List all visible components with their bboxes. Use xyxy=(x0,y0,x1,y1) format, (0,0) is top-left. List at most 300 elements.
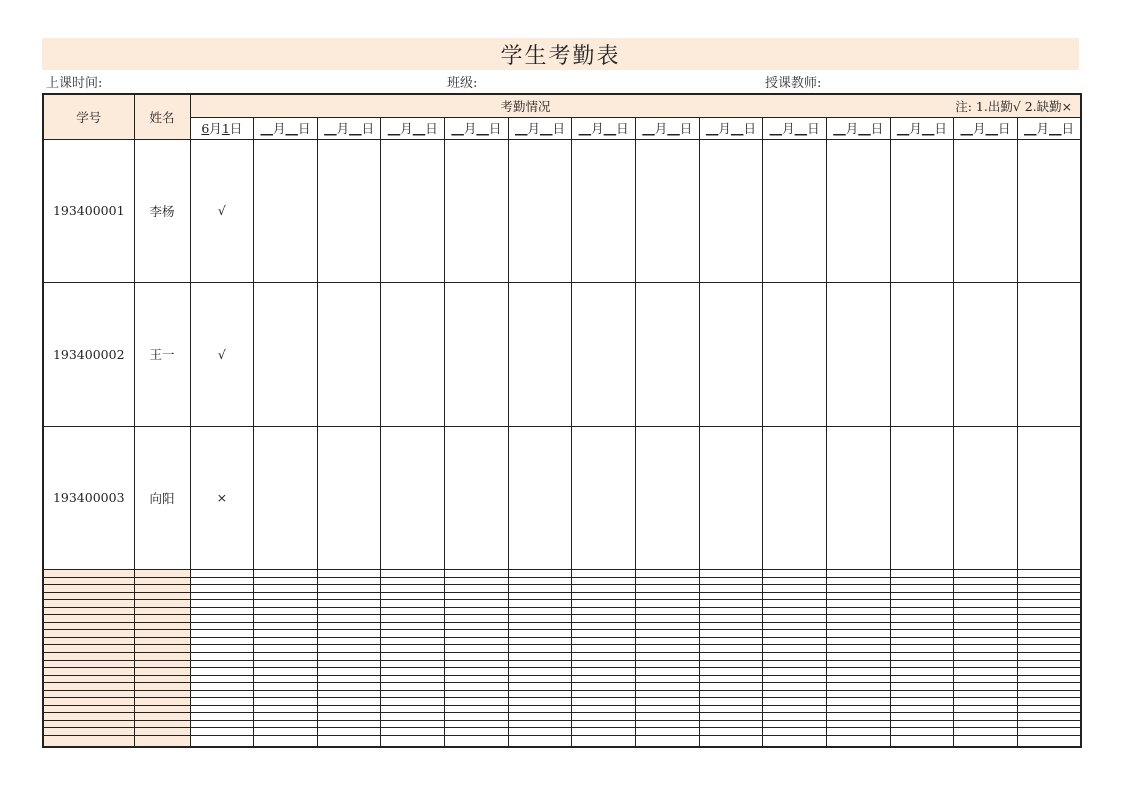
attendance-cell[interactable] xyxy=(381,283,445,427)
student-name-cell[interactable] xyxy=(134,622,190,630)
student-id-cell[interactable] xyxy=(43,570,134,578)
attendance-cell[interactable] xyxy=(699,675,763,683)
attendance-cell[interactable] xyxy=(508,668,572,676)
attendance-cell[interactable] xyxy=(763,622,827,630)
attendance-cell[interactable] xyxy=(1017,736,1081,747)
attendance-cell[interactable] xyxy=(826,592,890,600)
attendance-cell[interactable] xyxy=(254,720,318,728)
attendance-cell[interactable] xyxy=(1017,283,1081,427)
attendance-cell[interactable] xyxy=(1017,683,1081,691)
attendance-cell[interactable] xyxy=(381,645,445,653)
student-name-cell[interactable] xyxy=(134,713,190,721)
attendance-cell[interactable] xyxy=(954,668,1018,676)
attendance-cell[interactable] xyxy=(254,698,318,706)
attendance-cell[interactable] xyxy=(317,653,381,661)
attendance-cell[interactable] xyxy=(508,607,572,615)
attendance-cell[interactable] xyxy=(508,622,572,630)
attendance-cell[interactable] xyxy=(572,690,636,698)
attendance-cell[interactable] xyxy=(190,660,254,668)
student-id-cell[interactable] xyxy=(43,585,134,593)
attendance-cell[interactable] xyxy=(890,698,954,706)
student-id-cell[interactable] xyxy=(43,653,134,661)
attendance-cell[interactable] xyxy=(508,645,572,653)
attendance-cell[interactable] xyxy=(890,653,954,661)
student-id-cell[interactable] xyxy=(43,713,134,721)
attendance-cell[interactable] xyxy=(572,577,636,585)
attendance-cell[interactable] xyxy=(254,577,318,585)
student-name-cell[interactable] xyxy=(134,668,190,676)
attendance-cell[interactable] xyxy=(572,592,636,600)
student-id-cell[interactable] xyxy=(43,705,134,713)
attendance-cell[interactable] xyxy=(954,630,1018,638)
attendance-cell[interactable] xyxy=(190,600,254,608)
attendance-cell[interactable] xyxy=(381,675,445,683)
attendance-cell[interactable] xyxy=(572,720,636,728)
attendance-cell[interactable] xyxy=(635,660,699,668)
attendance-cell[interactable] xyxy=(572,653,636,661)
attendance-cell[interactable] xyxy=(317,283,381,427)
attendance-cell[interactable] xyxy=(699,607,763,615)
attendance-cell[interactable] xyxy=(954,426,1018,570)
attendance-cell[interactable] xyxy=(254,630,318,638)
attendance-cell[interactable] xyxy=(317,600,381,608)
attendance-cell[interactable] xyxy=(954,570,1018,578)
attendance-cell[interactable] xyxy=(190,728,254,736)
attendance-cell[interactable] xyxy=(890,675,954,683)
attendance-cell[interactable] xyxy=(763,645,827,653)
attendance-cell[interactable] xyxy=(635,283,699,427)
attendance-cell[interactable] xyxy=(1017,668,1081,676)
attendance-cell[interactable] xyxy=(254,607,318,615)
student-name-cell[interactable] xyxy=(134,570,190,578)
student-id-cell[interactable] xyxy=(43,675,134,683)
attendance-cell[interactable] xyxy=(254,668,318,676)
student-id-cell[interactable] xyxy=(43,736,134,747)
attendance-cell[interactable] xyxy=(890,426,954,570)
attendance-cell[interactable] xyxy=(190,570,254,578)
attendance-cell[interactable] xyxy=(763,139,827,283)
attendance-cell[interactable] xyxy=(317,713,381,721)
attendance-cell[interactable] xyxy=(635,622,699,630)
attendance-cell[interactable] xyxy=(317,570,381,578)
attendance-cell[interactable] xyxy=(254,683,318,691)
attendance-cell[interactable] xyxy=(317,728,381,736)
attendance-cell[interactable] xyxy=(1017,660,1081,668)
attendance-cell[interactable] xyxy=(699,426,763,570)
attendance-cell[interactable] xyxy=(699,622,763,630)
attendance-cell[interactable] xyxy=(572,668,636,676)
attendance-cell[interactable] xyxy=(190,705,254,713)
attendance-cell[interactable] xyxy=(572,675,636,683)
attendance-cell[interactable] xyxy=(572,283,636,427)
attendance-cell[interactable] xyxy=(826,690,890,698)
attendance-cell[interactable] xyxy=(254,622,318,630)
attendance-cell[interactable] xyxy=(508,660,572,668)
attendance-cell[interactable] xyxy=(445,653,509,661)
attendance-cell[interactable] xyxy=(572,615,636,623)
attendance-cell[interactable] xyxy=(890,600,954,608)
attendance-cell[interactable] xyxy=(890,736,954,747)
student-name-cell[interactable] xyxy=(134,720,190,728)
student-name-cell[interactable] xyxy=(134,600,190,608)
attendance-cell[interactable] xyxy=(254,675,318,683)
attendance-cell[interactable] xyxy=(445,645,509,653)
attendance-cell[interactable] xyxy=(635,637,699,645)
attendance-cell[interactable] xyxy=(635,577,699,585)
attendance-cell[interactable] xyxy=(317,607,381,615)
attendance-cell[interactable] xyxy=(254,728,318,736)
attendance-cell[interactable] xyxy=(699,585,763,593)
attendance-cell[interactable] xyxy=(635,720,699,728)
attendance-cell[interactable] xyxy=(763,736,827,747)
attendance-cell[interactable] xyxy=(890,690,954,698)
attendance-cell[interactable] xyxy=(635,615,699,623)
student-name-cell[interactable] xyxy=(134,637,190,645)
attendance-cell[interactable] xyxy=(763,630,827,638)
attendance-cell[interactable] xyxy=(763,585,827,593)
attendance-cell[interactable] xyxy=(381,622,445,630)
attendance-cell[interactable] xyxy=(445,139,509,283)
attendance-cell[interactable] xyxy=(572,736,636,747)
attendance-cell[interactable] xyxy=(190,645,254,653)
attendance-cell[interactable] xyxy=(763,713,827,721)
attendance-cell[interactable] xyxy=(635,705,699,713)
attendance-cell[interactable] xyxy=(890,720,954,728)
attendance-cell[interactable] xyxy=(317,683,381,691)
attendance-cell[interactable] xyxy=(317,720,381,728)
student-id-cell[interactable] xyxy=(43,645,134,653)
student-id-cell[interactable] xyxy=(43,690,134,698)
attendance-cell[interactable] xyxy=(190,653,254,661)
attendance-cell[interactable] xyxy=(763,698,827,706)
attendance-cell[interactable] xyxy=(254,645,318,653)
student-id-cell[interactable] xyxy=(43,600,134,608)
attendance-cell[interactable] xyxy=(317,630,381,638)
attendance-cell[interactable] xyxy=(890,645,954,653)
attendance-cell[interactable] xyxy=(699,592,763,600)
attendance-cell[interactable] xyxy=(954,713,1018,721)
attendance-cell[interactable] xyxy=(1017,577,1081,585)
attendance-cell[interactable] xyxy=(763,615,827,623)
attendance-cell[interactable] xyxy=(954,698,1018,706)
attendance-cell[interactable] xyxy=(763,570,827,578)
attendance-cell[interactable] xyxy=(445,668,509,676)
attendance-cell[interactable] xyxy=(317,690,381,698)
attendance-cell[interactable] xyxy=(699,615,763,623)
attendance-cell[interactable] xyxy=(699,653,763,661)
attendance-cell[interactable] xyxy=(954,653,1018,661)
attendance-cell[interactable] xyxy=(699,283,763,427)
attendance-cell[interactable] xyxy=(635,668,699,676)
attendance-cell[interactable] xyxy=(508,698,572,706)
attendance-cell[interactable] xyxy=(317,660,381,668)
attendance-cell[interactable] xyxy=(381,690,445,698)
attendance-cell[interactable] xyxy=(508,728,572,736)
attendance-cell[interactable] xyxy=(763,675,827,683)
attendance-cell[interactable] xyxy=(445,728,509,736)
attendance-cell[interactable] xyxy=(1017,728,1081,736)
student-name-cell[interactable] xyxy=(134,645,190,653)
attendance-cell[interactable] xyxy=(254,736,318,747)
attendance-cell[interactable] xyxy=(1017,720,1081,728)
attendance-cell[interactable] xyxy=(954,720,1018,728)
attendance-cell[interactable] xyxy=(1017,615,1081,623)
attendance-cell[interactable] xyxy=(190,607,254,615)
attendance-cell[interactable] xyxy=(445,713,509,721)
attendance-cell[interactable] xyxy=(826,607,890,615)
attendance-cell[interactable] xyxy=(190,630,254,638)
attendance-cell[interactable] xyxy=(699,683,763,691)
attendance-cell[interactable] xyxy=(890,570,954,578)
attendance-cell[interactable] xyxy=(572,683,636,691)
attendance-cell[interactable] xyxy=(763,600,827,608)
attendance-cell[interactable] xyxy=(317,736,381,747)
attendance-cell[interactable] xyxy=(381,600,445,608)
attendance-cell[interactable] xyxy=(699,713,763,721)
attendance-cell[interactable] xyxy=(890,713,954,721)
attendance-cell[interactable] xyxy=(1017,690,1081,698)
attendance-cell[interactable] xyxy=(635,139,699,283)
attendance-cell[interactable] xyxy=(699,139,763,283)
attendance-cell[interactable] xyxy=(254,570,318,578)
attendance-cell[interactable] xyxy=(763,690,827,698)
attendance-cell[interactable] xyxy=(190,622,254,630)
attendance-cell[interactable] xyxy=(381,728,445,736)
attendance-cell[interactable] xyxy=(317,139,381,283)
attendance-cell[interactable] xyxy=(508,592,572,600)
attendance-cell[interactable] xyxy=(572,645,636,653)
attendance-cell[interactable] xyxy=(699,728,763,736)
attendance-cell[interactable] xyxy=(826,283,890,427)
attendance-cell[interactable] xyxy=(635,683,699,691)
student-name-cell[interactable] xyxy=(134,705,190,713)
attendance-cell[interactable] xyxy=(508,426,572,570)
attendance-cell[interactable] xyxy=(445,592,509,600)
student-name-cell[interactable] xyxy=(134,630,190,638)
attendance-cell[interactable] xyxy=(381,637,445,645)
attendance-cell[interactable] xyxy=(381,592,445,600)
attendance-cell[interactable] xyxy=(763,283,827,427)
attendance-cell[interactable] xyxy=(1017,600,1081,608)
attendance-cell[interactable] xyxy=(572,607,636,615)
attendance-cell[interactable] xyxy=(635,585,699,593)
attendance-cell[interactable] xyxy=(254,283,318,427)
attendance-cell[interactable] xyxy=(890,637,954,645)
attendance-cell[interactable] xyxy=(445,637,509,645)
attendance-cell[interactable] xyxy=(1017,653,1081,661)
attendance-cell[interactable] xyxy=(826,660,890,668)
attendance-cell[interactable] xyxy=(635,426,699,570)
attendance-cell[interactable] xyxy=(381,668,445,676)
attendance-cell[interactable] xyxy=(508,139,572,283)
attendance-cell[interactable] xyxy=(890,728,954,736)
attendance-cell[interactable] xyxy=(635,698,699,706)
attendance-cell[interactable] xyxy=(826,637,890,645)
attendance-cell[interactable] xyxy=(190,585,254,593)
attendance-cell[interactable] xyxy=(254,139,318,283)
attendance-cell[interactable] xyxy=(826,713,890,721)
attendance-cell[interactable] xyxy=(890,139,954,283)
attendance-cell[interactable] xyxy=(699,577,763,585)
attendance-cell[interactable] xyxy=(190,592,254,600)
attendance-cell[interactable] xyxy=(254,585,318,593)
student-name-cell[interactable] xyxy=(134,690,190,698)
attendance-cell[interactable] xyxy=(763,720,827,728)
student-name-cell[interactable] xyxy=(134,728,190,736)
attendance-cell[interactable] xyxy=(572,139,636,283)
student-id-cell[interactable] xyxy=(43,668,134,676)
attendance-cell[interactable] xyxy=(826,645,890,653)
attendance-cell[interactable] xyxy=(954,690,1018,698)
attendance-cell[interactable] xyxy=(190,720,254,728)
attendance-cell[interactable] xyxy=(763,653,827,661)
attendance-cell[interactable] xyxy=(826,675,890,683)
attendance-cell[interactable] xyxy=(381,705,445,713)
attendance-cell[interactable] xyxy=(890,630,954,638)
attendance-cell[interactable] xyxy=(763,660,827,668)
attendance-cell[interactable] xyxy=(954,577,1018,585)
student-name-cell[interactable] xyxy=(134,675,190,683)
student-name-cell[interactable] xyxy=(134,585,190,593)
attendance-cell[interactable] xyxy=(508,675,572,683)
student-name-cell[interactable] xyxy=(134,660,190,668)
attendance-cell[interactable]: × xyxy=(190,426,254,570)
attendance-cell[interactable] xyxy=(381,607,445,615)
attendance-cell[interactable] xyxy=(890,577,954,585)
attendance-cell[interactable] xyxy=(699,600,763,608)
attendance-cell[interactable] xyxy=(190,698,254,706)
attendance-cell[interactable] xyxy=(954,592,1018,600)
attendance-cell[interactable] xyxy=(954,622,1018,630)
attendance-cell[interactable] xyxy=(254,615,318,623)
attendance-cell[interactable] xyxy=(699,630,763,638)
attendance-cell[interactable] xyxy=(254,660,318,668)
attendance-cell[interactable] xyxy=(635,630,699,638)
attendance-cell[interactable] xyxy=(254,705,318,713)
attendance-cell[interactable] xyxy=(954,645,1018,653)
attendance-cell[interactable] xyxy=(445,705,509,713)
attendance-cell[interactable] xyxy=(317,426,381,570)
attendance-cell[interactable] xyxy=(699,660,763,668)
attendance-cell[interactable] xyxy=(699,698,763,706)
student-name-cell[interactable]: 王一 xyxy=(134,283,190,427)
attendance-cell[interactable] xyxy=(190,675,254,683)
attendance-cell[interactable] xyxy=(826,630,890,638)
attendance-cell[interactable] xyxy=(317,668,381,676)
attendance-cell[interactable] xyxy=(572,426,636,570)
attendance-cell[interactable] xyxy=(508,653,572,661)
attendance-cell[interactable] xyxy=(445,675,509,683)
student-name-cell[interactable]: 向阳 xyxy=(134,426,190,570)
student-id-cell[interactable] xyxy=(43,683,134,691)
attendance-cell[interactable] xyxy=(699,570,763,578)
attendance-cell[interactable] xyxy=(445,607,509,615)
attendance-cell[interactable] xyxy=(317,592,381,600)
attendance-cell[interactable] xyxy=(508,585,572,593)
attendance-cell[interactable] xyxy=(699,736,763,747)
attendance-cell[interactable] xyxy=(954,705,1018,713)
attendance-cell[interactable] xyxy=(190,683,254,691)
attendance-cell[interactable] xyxy=(890,283,954,427)
attendance-cell[interactable] xyxy=(317,637,381,645)
attendance-cell[interactable] xyxy=(508,736,572,747)
attendance-cell[interactable] xyxy=(954,615,1018,623)
attendance-cell[interactable] xyxy=(254,690,318,698)
attendance-cell[interactable] xyxy=(954,728,1018,736)
attendance-cell[interactable] xyxy=(699,720,763,728)
attendance-cell[interactable] xyxy=(381,615,445,623)
attendance-cell[interactable] xyxy=(254,592,318,600)
student-name-cell[interactable] xyxy=(134,592,190,600)
attendance-cell[interactable] xyxy=(890,585,954,593)
attendance-cell[interactable] xyxy=(445,720,509,728)
attendance-cell[interactable] xyxy=(445,570,509,578)
attendance-cell[interactable] xyxy=(826,720,890,728)
attendance-cell[interactable] xyxy=(635,600,699,608)
student-name-cell[interactable] xyxy=(134,607,190,615)
attendance-cell[interactable] xyxy=(890,683,954,691)
attendance-cell[interactable] xyxy=(954,675,1018,683)
attendance-cell[interactable] xyxy=(826,698,890,706)
attendance-cell[interactable] xyxy=(890,705,954,713)
attendance-cell[interactable] xyxy=(826,585,890,593)
attendance-cell[interactable] xyxy=(1017,139,1081,283)
attendance-cell[interactable] xyxy=(508,630,572,638)
student-id-cell[interactable] xyxy=(43,630,134,638)
student-name-cell[interactable] xyxy=(134,683,190,691)
attendance-cell[interactable] xyxy=(635,570,699,578)
student-name-cell[interactable] xyxy=(134,615,190,623)
attendance-cell[interactable] xyxy=(954,283,1018,427)
attendance-cell[interactable] xyxy=(381,653,445,661)
attendance-cell[interactable] xyxy=(763,637,827,645)
attendance-cell[interactable] xyxy=(826,615,890,623)
attendance-cell[interactable] xyxy=(254,653,318,661)
student-id-cell[interactable]: 193400003 xyxy=(43,426,134,570)
attendance-cell[interactable] xyxy=(763,683,827,691)
attendance-cell[interactable] xyxy=(190,713,254,721)
attendance-cell[interactable] xyxy=(381,577,445,585)
attendance-cell[interactable] xyxy=(954,683,1018,691)
student-id-cell[interactable] xyxy=(43,592,134,600)
attendance-cell[interactable] xyxy=(635,736,699,747)
attendance-cell[interactable] xyxy=(381,720,445,728)
attendance-cell[interactable] xyxy=(699,690,763,698)
attendance-cell[interactable] xyxy=(508,705,572,713)
attendance-cell[interactable] xyxy=(635,592,699,600)
attendance-cell[interactable] xyxy=(826,622,890,630)
attendance-cell[interactable] xyxy=(508,683,572,691)
attendance-cell[interactable] xyxy=(445,736,509,747)
attendance-cell[interactable] xyxy=(826,570,890,578)
attendance-cell[interactable] xyxy=(1017,713,1081,721)
attendance-cell[interactable] xyxy=(763,592,827,600)
attendance-cell[interactable] xyxy=(572,713,636,721)
attendance-cell[interactable] xyxy=(954,585,1018,593)
attendance-cell[interactable] xyxy=(445,660,509,668)
attendance-cell[interactable] xyxy=(699,637,763,645)
attendance-cell[interactable] xyxy=(508,713,572,721)
attendance-cell[interactable] xyxy=(572,630,636,638)
attendance-cell[interactable] xyxy=(190,615,254,623)
attendance-cell[interactable] xyxy=(890,622,954,630)
student-name-cell[interactable] xyxy=(134,736,190,747)
attendance-cell[interactable] xyxy=(508,690,572,698)
attendance-cell[interactable] xyxy=(826,426,890,570)
attendance-cell[interactable] xyxy=(1017,570,1081,578)
attendance-cell[interactable] xyxy=(826,139,890,283)
student-name-cell[interactable]: 李杨 xyxy=(134,139,190,283)
